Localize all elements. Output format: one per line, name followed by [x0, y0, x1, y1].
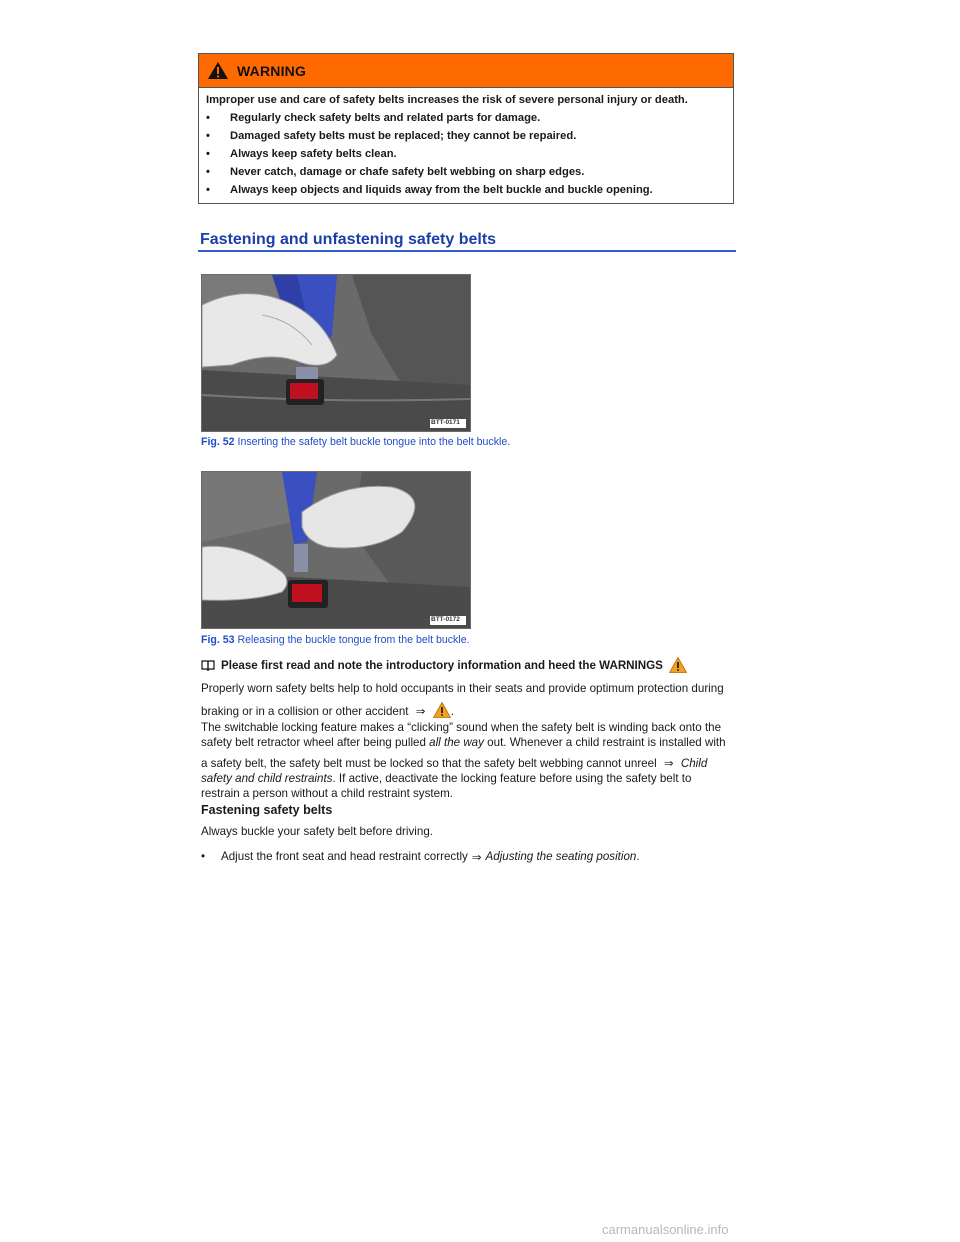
warning-box — [198, 53, 734, 204]
watermark: carmanualsonline.info — [602, 1222, 729, 1237]
book-icon — [201, 660, 215, 671]
warning-triangle-icon — [207, 61, 229, 80]
link-child-safety-cont[interactable]: safety and child restraints — [201, 772, 333, 785]
list-item: • Adjust the front seat and head restraint correctly ⇒ Adjusting the seating position . — [201, 850, 640, 864]
warning-item: • Always keep safety belts clean. — [206, 148, 397, 160]
warning-triangle-icon — [669, 657, 687, 673]
paragraph-2: The switchable locking feature makes a “clicking” sound when the safety belt is winding back onto the safety belt retractor wheel after being pulled all the way out. Whenever a child restraint is installed with a safety belt, the safety belt must be locked so that the safety belt webbing cannot unreel ⇒ Child safety and child restraints. If active, deactivate the locking feature before using the safety belt to restrain a person without a child restraint system. — [201, 721, 726, 800]
link-child-safety[interactable]: Child — [680, 757, 708, 770]
warning-header — [199, 54, 733, 88]
figure-52-caption: Fig. 52 Inserting the safety belt buckle tongue into the belt buckle. — [201, 436, 511, 448]
subsection-title: Fastening safety belts — [201, 803, 333, 817]
figure-53-image — [201, 471, 471, 629]
warning-item: • Never catch, damage or chafe safety belt webbing on sharp edges. — [206, 166, 585, 178]
warning-lead: Improper use and care of safety belts increases the risk of severe personal injury or death. — [206, 94, 688, 106]
warning-item: • Always keep objects and liquids away from the belt buckle and buckle opening. — [206, 184, 653, 196]
warning-body — [199, 88, 733, 203]
intro-line — [201, 657, 687, 673]
figure-53-caption: Fig. 53 Releasing the buckle tongue from the belt buckle. — [201, 634, 470, 646]
warning-title: WARNING — [237, 62, 307, 79]
section-divider — [198, 250, 736, 252]
intro-text: Please first read and note the introductory information and heed the WARNINGS — [221, 658, 663, 672]
warning-triangle-icon[interactable] — [433, 702, 451, 718]
paragraph-1: Properly worn safety belts help to hold occupants in their seats and provide optimum protection during braking or in a collision or other accident ⇒ . — [201, 682, 724, 718]
figure-52-code: BTT-0171 — [431, 419, 460, 426]
figure-53-code: BTT-0172 — [431, 616, 460, 623]
figure-52-image — [201, 274, 471, 432]
link-seating-position[interactable]: Adjusting the seating position — [485, 850, 637, 863]
warning-item: • Regularly check safety belts and related parts for damage. — [206, 112, 541, 124]
subsection-lead: Always buckle your safety belt before driving. — [201, 825, 433, 838]
warning-item: • Damaged safety belts must be replaced; they cannot be repaired. — [206, 130, 577, 142]
section-title: Fastening and unfastening safety belts — [200, 231, 497, 248]
